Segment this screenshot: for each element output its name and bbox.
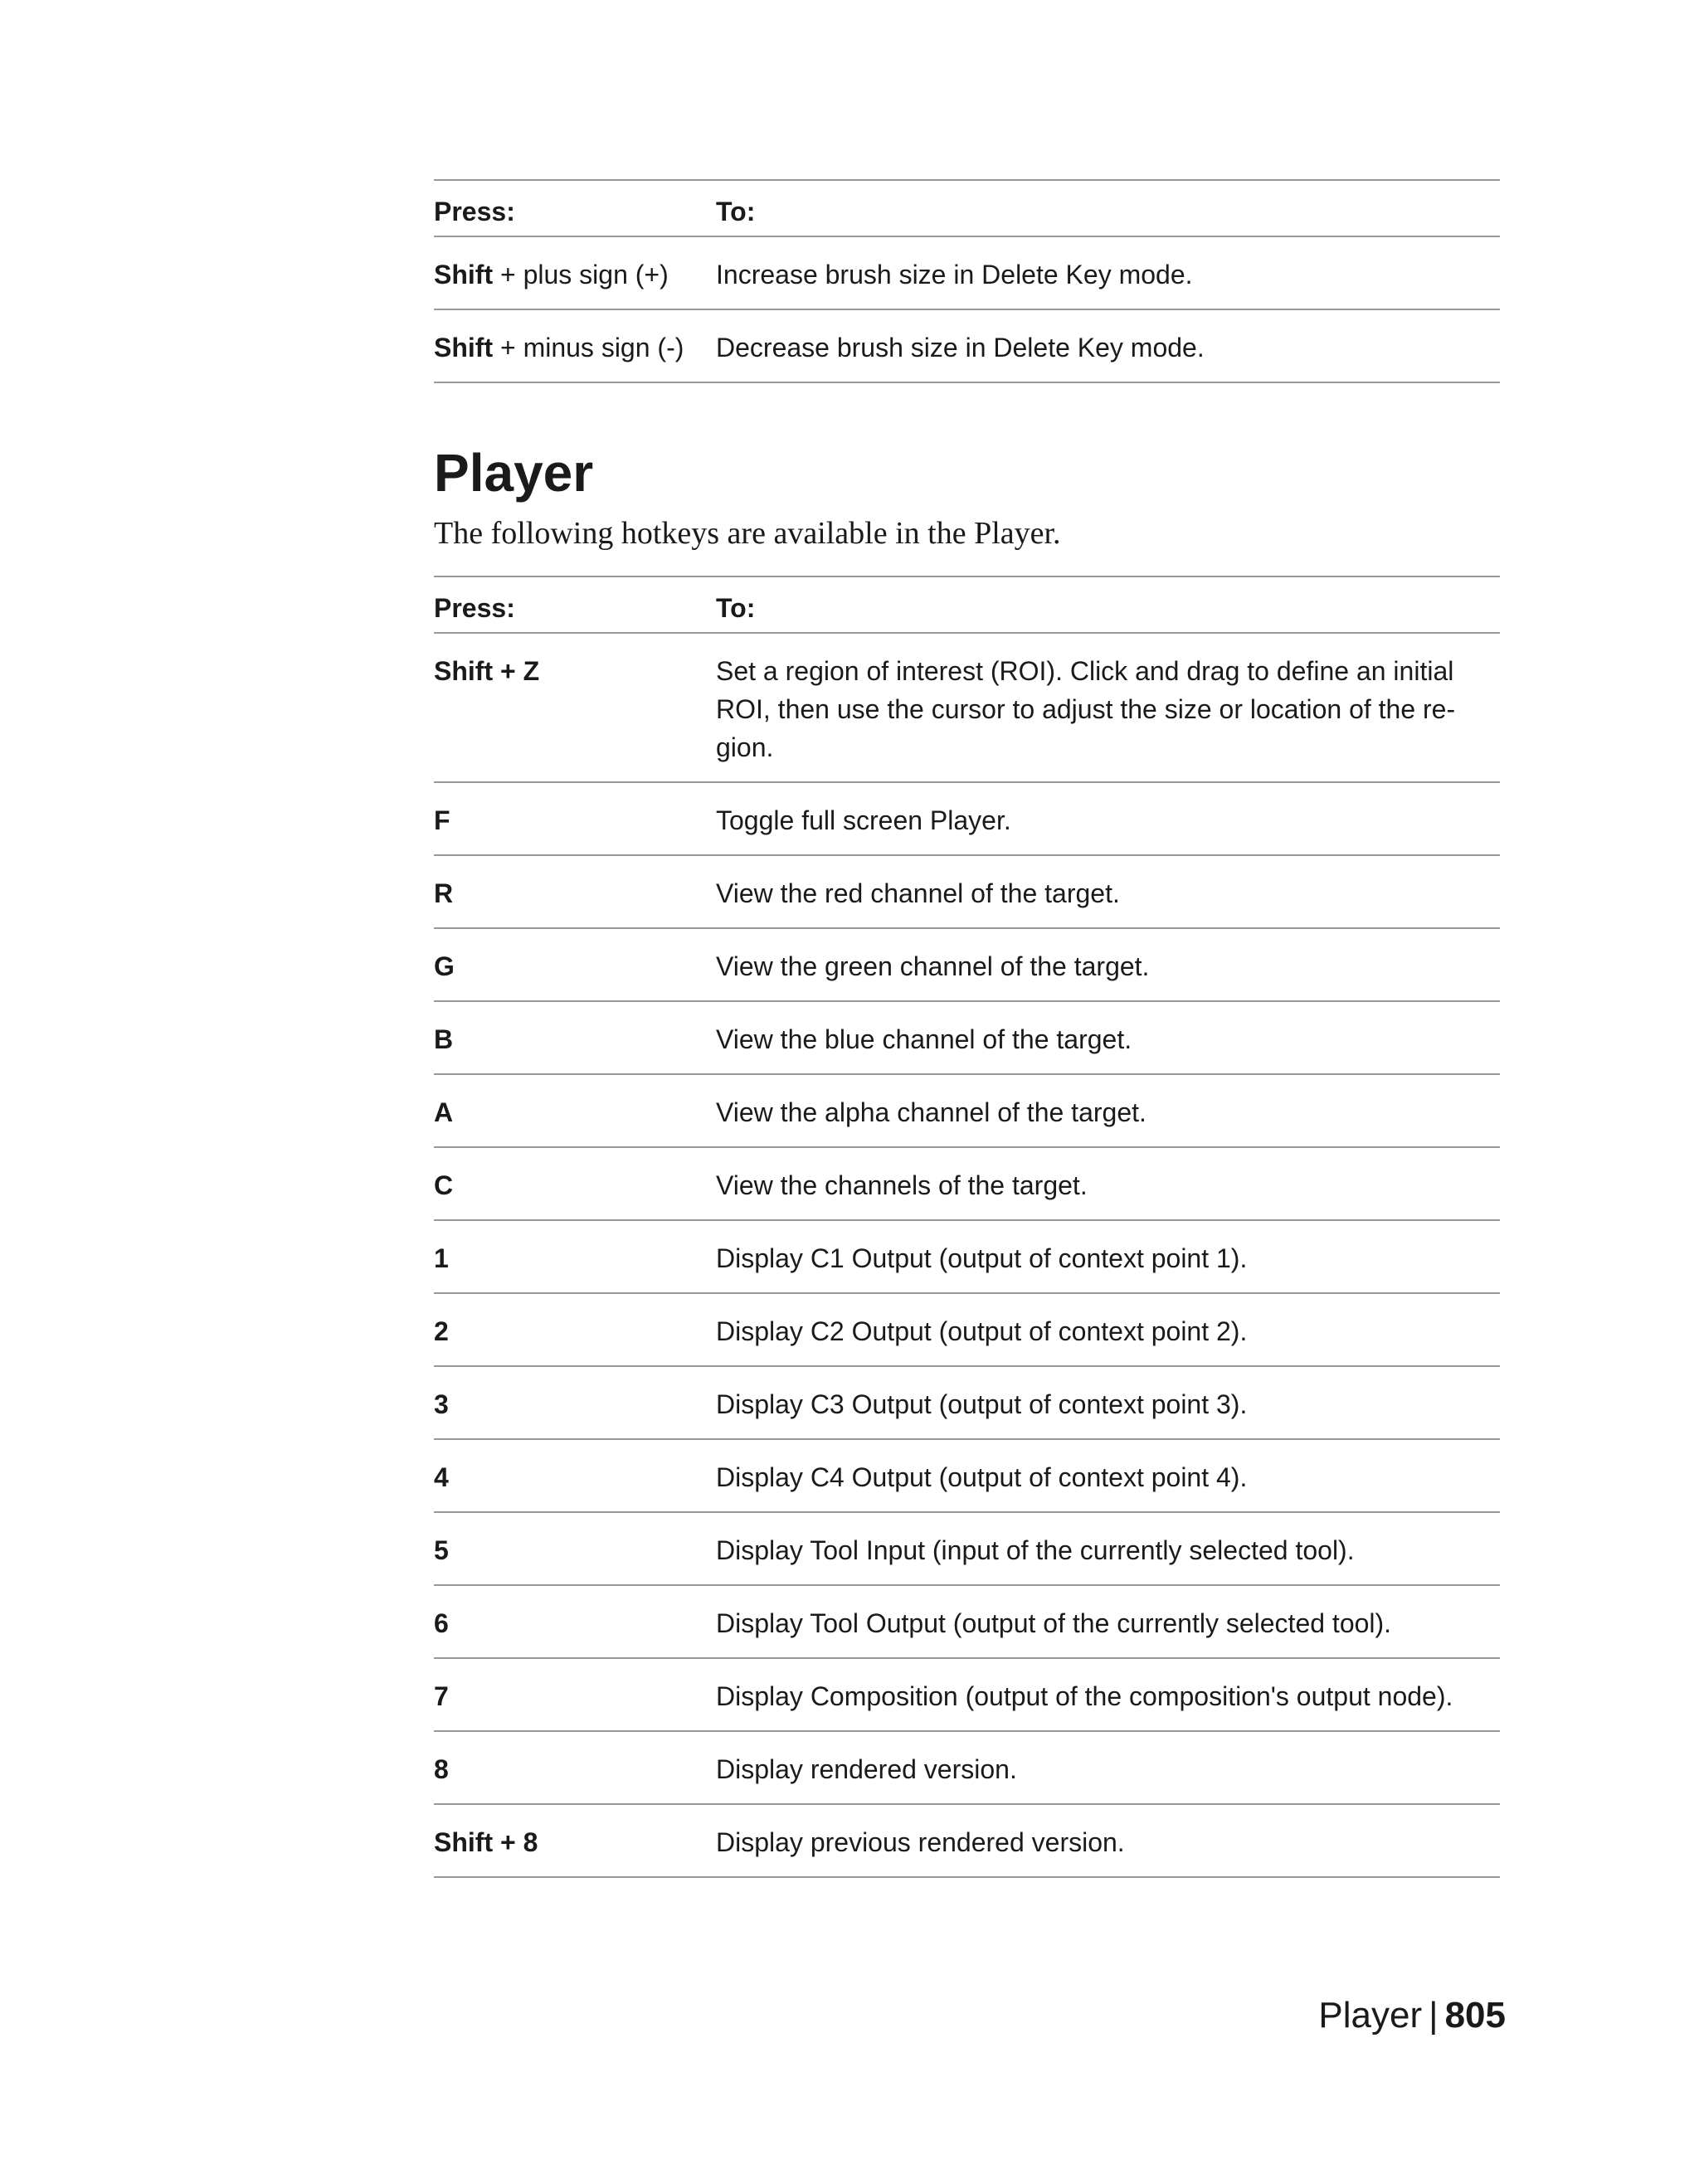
hotkey-cell: 3 [434,1366,716,1439]
action-cell: Decrease brush size in Delete Key mode. [716,309,1500,382]
footer-separator: | [1429,1995,1439,2036]
column-header-to: To: [716,576,1500,633]
hotkey-cell: Shift + Z [434,633,716,782]
table-row [434,928,1500,1001]
action-cell: Display Composition (output of the composition's output node). [716,1658,1500,1731]
column-header-to: To: [716,180,1500,236]
table-row [434,236,1500,309]
action-cell: View the blue channel of the target. [716,1001,1500,1074]
action-cell: Toggle full screen Player. [716,782,1500,855]
action-cell: View the channels of the target. [716,1147,1500,1220]
action-cell: View the green channel of the target. [716,928,1500,1001]
table-row [434,782,1500,855]
action-cell: Increase brush size in Delete Key mode. [716,236,1500,309]
hotkey-cell: 7 [434,1658,716,1731]
action-cell: Display rendered version. [716,1731,1500,1804]
modifier-key: Shift [434,333,494,362]
hotkey-cell: 2 [434,1293,716,1366]
footer-section-name: Player [1318,1995,1423,2036]
table-header-row [434,576,1500,633]
section-intro: The following hotkeys are available in the Player. [434,516,1061,551]
table-row [434,855,1500,928]
modifier-key: Shift [434,260,494,289]
hotkey-cell: 4 [434,1439,716,1512]
table-row [434,1220,1500,1293]
hotkey-cell: F [434,782,716,855]
action-cell: Display Tool Input (input of the currently selected tool). [716,1512,1500,1585]
hotkey-cell: A [434,1074,716,1147]
action-cell: Display C1 Output (output of context point 1). [716,1220,1500,1293]
table-header-row [434,180,1500,236]
hotkey-cell: 1 [434,1220,716,1293]
hotkey-cell [434,236,716,309]
hotkey-cell: Shift + 8 [434,1804,716,1877]
table-row [434,1074,1500,1147]
table-row [434,1293,1500,1366]
table-row [434,1731,1500,1804]
hotkey-cell: R [434,855,716,928]
action-cell: Display C4 Output (output of context point 4). [716,1439,1500,1512]
hotkey-cell: 8 [434,1731,716,1804]
action-cell: Set a region of interest (ROI). Click and drag to define an initial ROI, then use the cursor to adjust the size or location of the re- gion. [716,633,1500,782]
table-row [434,1804,1500,1877]
column-header-press: Press: [434,576,716,633]
page-number: 805 [1444,1995,1506,2036]
table-row [434,1585,1500,1658]
table-row [434,1658,1500,1731]
table-row [434,1366,1500,1439]
hotkey-table-player [434,576,1500,1878]
table-row [434,1001,1500,1074]
key-detail: + minus sign (-) [493,333,684,362]
hotkey-cell [434,309,716,382]
action-cell: View the alpha channel of the target. [716,1074,1500,1147]
page-footer [1318,1991,1506,2041]
action-cell: Display C2 Output (output of context point 2). [716,1293,1500,1366]
action-cell: View the red channel of the target. [716,855,1500,928]
key-detail: + plus sign (+) [493,260,669,289]
action-cell: Display Tool Output (output of the currently selected tool). [716,1585,1500,1658]
hotkey-cell: G [434,928,716,1001]
action-cell: Display C3 Output (output of context point 3). [716,1366,1500,1439]
table-row [434,1147,1500,1220]
hotkey-table-delete-key [434,179,1500,383]
hotkey-cell: B [434,1001,716,1074]
hotkey-cell: 6 [434,1585,716,1658]
table-row [434,309,1500,382]
section-title: Player [434,443,594,503]
hotkey-cell: C [434,1147,716,1220]
table-row [434,633,1500,782]
column-header-press: Press: [434,180,716,236]
action-cell: Display previous rendered version. [716,1804,1500,1877]
hotkey-cell: 5 [434,1512,716,1585]
table-row [434,1512,1500,1585]
table-row [434,1439,1500,1512]
